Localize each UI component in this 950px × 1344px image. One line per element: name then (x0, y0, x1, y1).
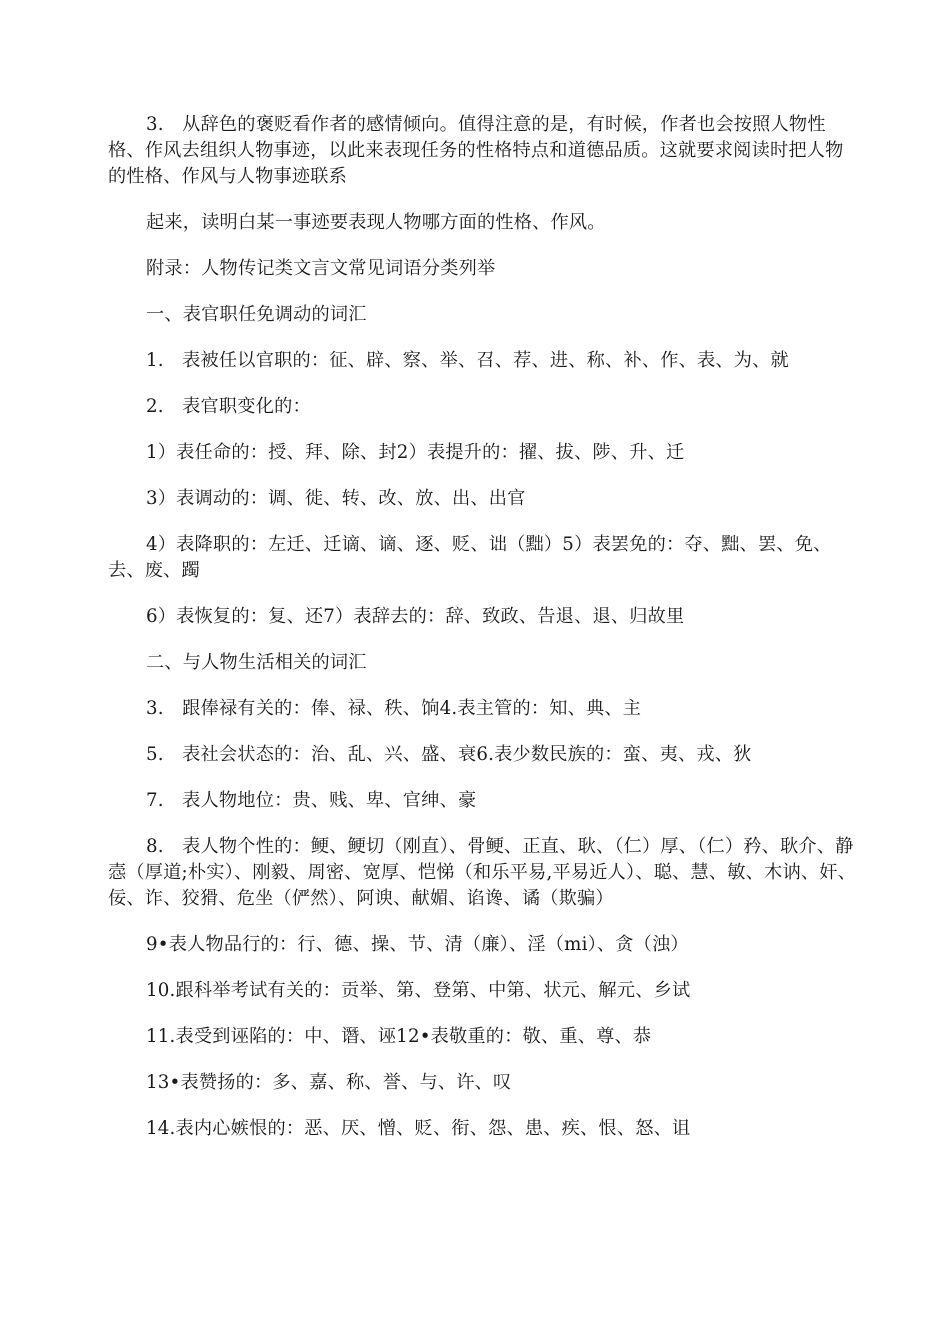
section-heading-life: 二、与人物生活相关的词汇 (146, 652, 367, 673)
document-body (108, 112, 856, 1162)
paragraph-attitude-continuation: 起来，读明白某一事迹要表现人物哪方面的性格、作风。 (146, 212, 606, 233)
list-item-post-change: 2. 表官职变化的： (146, 396, 311, 417)
list-item-appointment: 1. 表被任以官职的：征、辟、察、举、召、荐、进、称、补、作、表、为、就 (146, 350, 789, 371)
list-item-appoint-promote: 1）表任命的：授、拜、除、封2）表提升的：擢、拔、陟、升、迁 (146, 442, 685, 463)
list-item-society-minorities: 5. 表社会状态的：治、乱、兴、盛、衰6.表少数民族的：蛮、夷、戎、狄 (146, 744, 752, 765)
appendix-heading: 附录：人物传记类文言文常见词语分类列举 (146, 258, 496, 279)
list-item-status: 7. 表人物地位：贵、贱、卑、官绅、豪 (146, 790, 477, 811)
list-item-praise: 13•表赞扬的：多、嘉、称、誉、与、许、叹 (146, 1072, 512, 1093)
list-item-salary-manage: 3. 跟俸禄有关的：俸、禄、秩、饷4.表主管的：知、典、主 (146, 698, 642, 719)
list-item-transfer: 3）表调动的：调、徙、转、改、放、出、出官 (146, 488, 526, 509)
paragraph-attitude-point-3: 3. 从辞色的褒贬看作者的感情倾向。值得注意的是，有时候，作者也会按照人物性格、作风去组织人物事迹，以此来表现任务的性格特点和道德品质。这就要求阅读时把人物的性格、作风与人物事迹联系 (108, 114, 844, 187)
list-item-hatred: 14.表内心嫉恨的：恶、厌、憎、贬、衔、怨、患、疾、恨、怒、诅 (146, 1118, 691, 1139)
list-item-demote-dismiss: 4）表降职的：左迁、迁谪、谪、逐、贬、诎（黜）5）表罢免的：夺、黜、罢、免、去、废、躅 (108, 534, 832, 581)
section-heading-official-posts: 一、表官职任免调动的词汇 (146, 304, 367, 325)
list-item-conduct: 9•表人物品行的：行、德、操、节、清（廉）、淫（mi）、贪（浊） (146, 934, 689, 955)
list-item-personality: 8. 表人物个性的：鲠、鲠切（刚直）、骨鲠、正直、耿、（仁）厚、（仁）矜、耿介、静悫（厚道;朴实）、刚毅、周密、宽厚、恺悌（和乐平易,平易近人）、聪、慧、敏、木讷、奸、佞、诈、狡猾、危坐（俨然）、阿谀、献媚、谄谗、谲（欺骗） (108, 836, 856, 909)
list-item-exam: 10.跟科举考试有关的：贡举、第、登第、中第、状元、解元、乡试 (146, 980, 691, 1001)
list-item-framed-respect: 11.表受到诬陷的：中、谮、诬12•表敬重的：敬、重、尊、恭 (146, 1026, 652, 1047)
list-item-restore-resign: 6）表恢复的：复、还7）表辞去的：辞、致政、告退、退、归故里 (146, 606, 685, 627)
